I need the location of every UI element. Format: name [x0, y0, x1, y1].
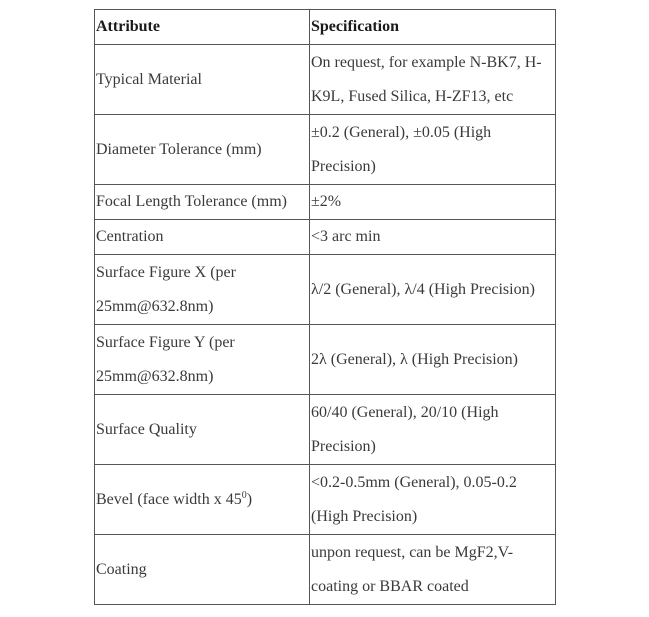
specification-cell: 60/40 (General), 20/10 (High Precision) [310, 395, 556, 465]
specification-cell: λ/2 (General), λ/4 (High Precision) [310, 255, 556, 325]
table-row [95, 115, 556, 185]
table-row [95, 535, 556, 605]
attribute-cell: Focal Length Tolerance (mm) [95, 185, 310, 220]
attribute-cell: Coating [95, 535, 310, 605]
table-row [95, 395, 556, 465]
specification-table [94, 9, 556, 605]
specification-cell: ±0.2 (General), ±0.05 (High Precision) [310, 115, 556, 185]
attribute-cell: Surface Quality [95, 395, 310, 465]
attribute-cell: Centration [95, 220, 310, 255]
attribute-cell: Typical Material [95, 45, 310, 115]
attribute-cell: Surface Figure Y (per 25mm@632.8nm) [95, 325, 310, 395]
attribute-cell: Diameter Tolerance (mm) [95, 115, 310, 185]
attribute-cell [95, 465, 310, 535]
table-row [95, 465, 556, 535]
specification-cell: On request, for example N-BK7, H-K9L, Fused Silica, H-ZF13, etc [310, 45, 556, 115]
attribute-text-end: ) [246, 490, 253, 508]
specification-cell: unpon request, can be MgF2,V-coating or BBAR coated [310, 535, 556, 605]
table-row [95, 255, 556, 325]
header-specification: Specification [310, 10, 556, 45]
specification-cell: <3 arc min [310, 220, 556, 255]
specification-cell: 2λ (General), λ (High Precision) [310, 325, 556, 395]
attribute-cell: Surface Figure X (per 25mm@632.8nm) [95, 255, 310, 325]
attribute-text: Bevel (face width x 45 [96, 490, 242, 508]
table-row [95, 325, 556, 395]
degree-superscript: 0 [241, 489, 247, 501]
specification-cell: ±2% [310, 185, 556, 220]
table-row [95, 45, 556, 115]
specification-cell: <0.2-0.5mm (General), 0.05-0.2 (High Precision) [310, 465, 556, 535]
table-header-row [95, 10, 556, 45]
table-row [95, 185, 556, 220]
header-attribute: Attribute [95, 10, 310, 45]
table-row [95, 220, 556, 255]
